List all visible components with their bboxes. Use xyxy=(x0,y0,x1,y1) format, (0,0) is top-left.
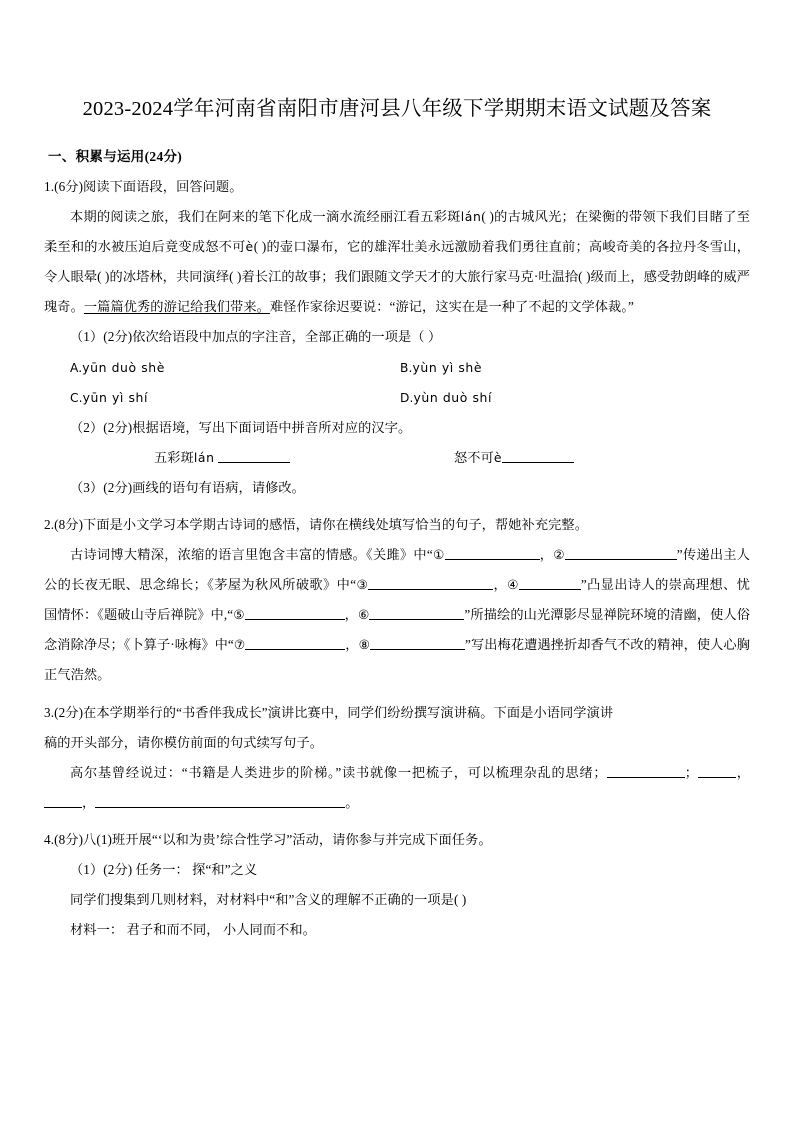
blank-marker-4: ④ xyxy=(507,577,519,593)
question-1-stem: 1.(6分)阅读下面语段，回答问题。 xyxy=(44,178,243,194)
passage-text: ( )的壶口瀑布，它的雄浑壮美永远激励着我 xyxy=(253,239,509,255)
passage-text: 们勇往直前；高峻奇美的各拉丹冬雪山，令人眼晕( )的冰塔林，共同演绎( )着长江的故事；我们 xyxy=(44,239,751,285)
blank-marker-6: ⑥ xyxy=(358,607,370,623)
answer-blank[interactable] xyxy=(370,635,465,650)
pinyin-e: è xyxy=(245,239,254,255)
answer-blank[interactable] xyxy=(519,575,581,590)
passage-text: ( )的古城风光；在梁衡的 xyxy=(481,209,629,225)
passage-text: 难怪作家徐迟要说：“游记，这实在是一种了不起的文学体裁。” xyxy=(269,299,634,315)
q2-text: ”写出梅花遭遇挫折却香气不改的精神，使人心胸正气浩然。 xyxy=(44,637,751,683)
option-c-label: C. xyxy=(70,390,83,405)
question-1-sub2-blanks xyxy=(44,443,750,473)
question-1-passage xyxy=(44,202,750,322)
answer-blank[interactable] xyxy=(698,763,736,778)
question-4-sub1-stem: 同学们搜集到几则材料，对材料中“和”含义的理解不正确的一项是( ) xyxy=(70,892,467,908)
question-4-material-1: 材料一： 君子和而不同， 小人同而不和。 xyxy=(70,922,316,938)
answer-blank[interactable] xyxy=(218,448,290,463)
option-d[interactable] xyxy=(400,383,730,413)
question-4-stem: 4.(8分)八(1)班开展“‘以和为贵’综合性学习”活动，请你参与并完成下面任务。 xyxy=(44,831,492,847)
blank-item-2 xyxy=(454,443,574,473)
blank-item-1 xyxy=(154,443,454,473)
question-1-sub3-stem: （3）(2分)画线的语句有语病，请修改。 xyxy=(70,479,305,495)
underlined-sentence-part1: 一篇篇优秀的游记给我们 xyxy=(83,299,231,315)
blank-marker-7: ⑦ xyxy=(233,637,246,653)
option-d-label: D. xyxy=(400,390,414,405)
option-a[interactable] xyxy=(70,353,400,383)
option-b[interactable] xyxy=(400,353,730,383)
q3-text: ， xyxy=(82,794,96,810)
answer-blank[interactable] xyxy=(44,793,82,808)
question-3-stem-line2: 稿的开头部分，请你模仿前面的句式续写句子。 xyxy=(44,734,324,750)
q2-text: ”传递出主人公的长夜无眠、思念绵长；《茅屋为秋风所破歌》中“ xyxy=(44,547,751,593)
q3-text: ， xyxy=(736,764,750,780)
blank-marker-5: ⑤ xyxy=(233,607,245,623)
option-b-label: B. xyxy=(400,360,413,375)
q2-text: ”凸显出诗人的崇高理想、忧国情怀：《题破山寺后禅院》中,“ xyxy=(44,577,751,623)
underlined-sentence-part2: 带来。 xyxy=(230,299,270,315)
q3-text: 。 xyxy=(345,794,359,810)
blank-marker-3: ③ xyxy=(356,577,369,593)
answer-blank[interactable] xyxy=(565,545,677,560)
question-3-stem-line1: 3.(2分)在本学期举行的“书香伴我成长”演讲比赛中，同学们纷纷撰写演讲稿。下面是小语同学演讲 xyxy=(44,704,614,720)
q2-text: ， xyxy=(493,577,508,593)
option-a-label: A. xyxy=(70,360,83,375)
blank-marker-8: ⑧ xyxy=(358,637,370,653)
question-1-sub2-stem: （2）(2分)根据语境，写出下面词语中拼音所对应的汉字。 xyxy=(70,419,412,435)
answer-blank[interactable] xyxy=(368,575,493,590)
blank-item-2-pinyin: è xyxy=(493,449,503,465)
option-c-pinyin: yūn yì shí xyxy=(82,389,149,405)
question-3-body xyxy=(44,758,750,818)
q2-text: ， xyxy=(345,637,359,653)
question-1-sub1-stem: （1）(2分)依次给语段中加点的字注音，全部正确的一项是（ ） xyxy=(70,329,442,345)
answer-blank[interactable] xyxy=(245,605,345,620)
passage-text: 跟随文学天才的大旅行家马克·吐温拾( )级而上，感受勃朗峰的威严瑰奇。 xyxy=(44,269,751,315)
option-a-pinyin: yūn duò shè xyxy=(82,359,165,375)
question-2-stem: 2.(8分)下面是小文学习本学期古诗词的感悟，请你在横线处填写恰当的句子，帮她补充完整。 xyxy=(44,516,588,532)
option-c[interactable] xyxy=(70,383,400,413)
question-4-sub1-title: （1）(2分) 任务一： 探“和”之义 xyxy=(70,862,258,877)
blank-item-1-pinyin: lán xyxy=(193,449,215,465)
page-title: 2023-2024学年河南省南阳市唐河县八年级下学期期末语文试题及答案 xyxy=(82,98,712,120)
blank-marker-2: ② xyxy=(553,547,565,563)
passage-text: 带领下我们目睹了至柔至和的水被压迫后竟变成怒不可 xyxy=(44,209,750,255)
question-2-body xyxy=(44,540,750,690)
answer-blank[interactable] xyxy=(502,448,574,463)
answer-blank[interactable] xyxy=(445,545,540,560)
answer-blank[interactable] xyxy=(607,763,685,778)
answer-blank[interactable] xyxy=(369,605,464,620)
blank-marker-1: ① xyxy=(432,547,445,563)
q3-text: 高尔基曾经说过：“书籍是人类进步的阶梯。”读书就像一把梳子，可以梳理杂乱的思绪； xyxy=(70,764,607,780)
option-row-cd xyxy=(44,383,750,413)
answer-blank[interactable] xyxy=(245,635,345,650)
q2-text: ， xyxy=(344,607,358,623)
passage-text: 本期的阅读之旅，我们在阿来的笔下化成一滴水流经丽江看五彩斑 xyxy=(70,209,461,225)
answer-blank[interactable] xyxy=(95,793,345,808)
pinyin-lan: lán xyxy=(460,209,482,225)
option-row-ab xyxy=(44,353,750,383)
option-d-pinyin: yùn duò shí xyxy=(413,389,493,405)
blank-item-1-text: 五彩斑 xyxy=(154,449,194,465)
section-heading: 一、积累与运用(24分) xyxy=(48,148,183,164)
q2-text: ， xyxy=(539,547,554,563)
q3-text: ； xyxy=(684,764,699,780)
blank-item-2-text: 怒不可 xyxy=(454,449,494,465)
option-b-pinyin: yùn yì shè xyxy=(412,359,483,375)
q2-text: ”所描绘的山光潭影尽显禅院环境的清幽，使人俗念消除净尽；《卜算子·咏梅》中“ xyxy=(44,607,751,653)
q2-text: 古诗词博大精深，浓缩的语言里饱含丰富的情感。《关雎》中“ xyxy=(70,547,433,563)
